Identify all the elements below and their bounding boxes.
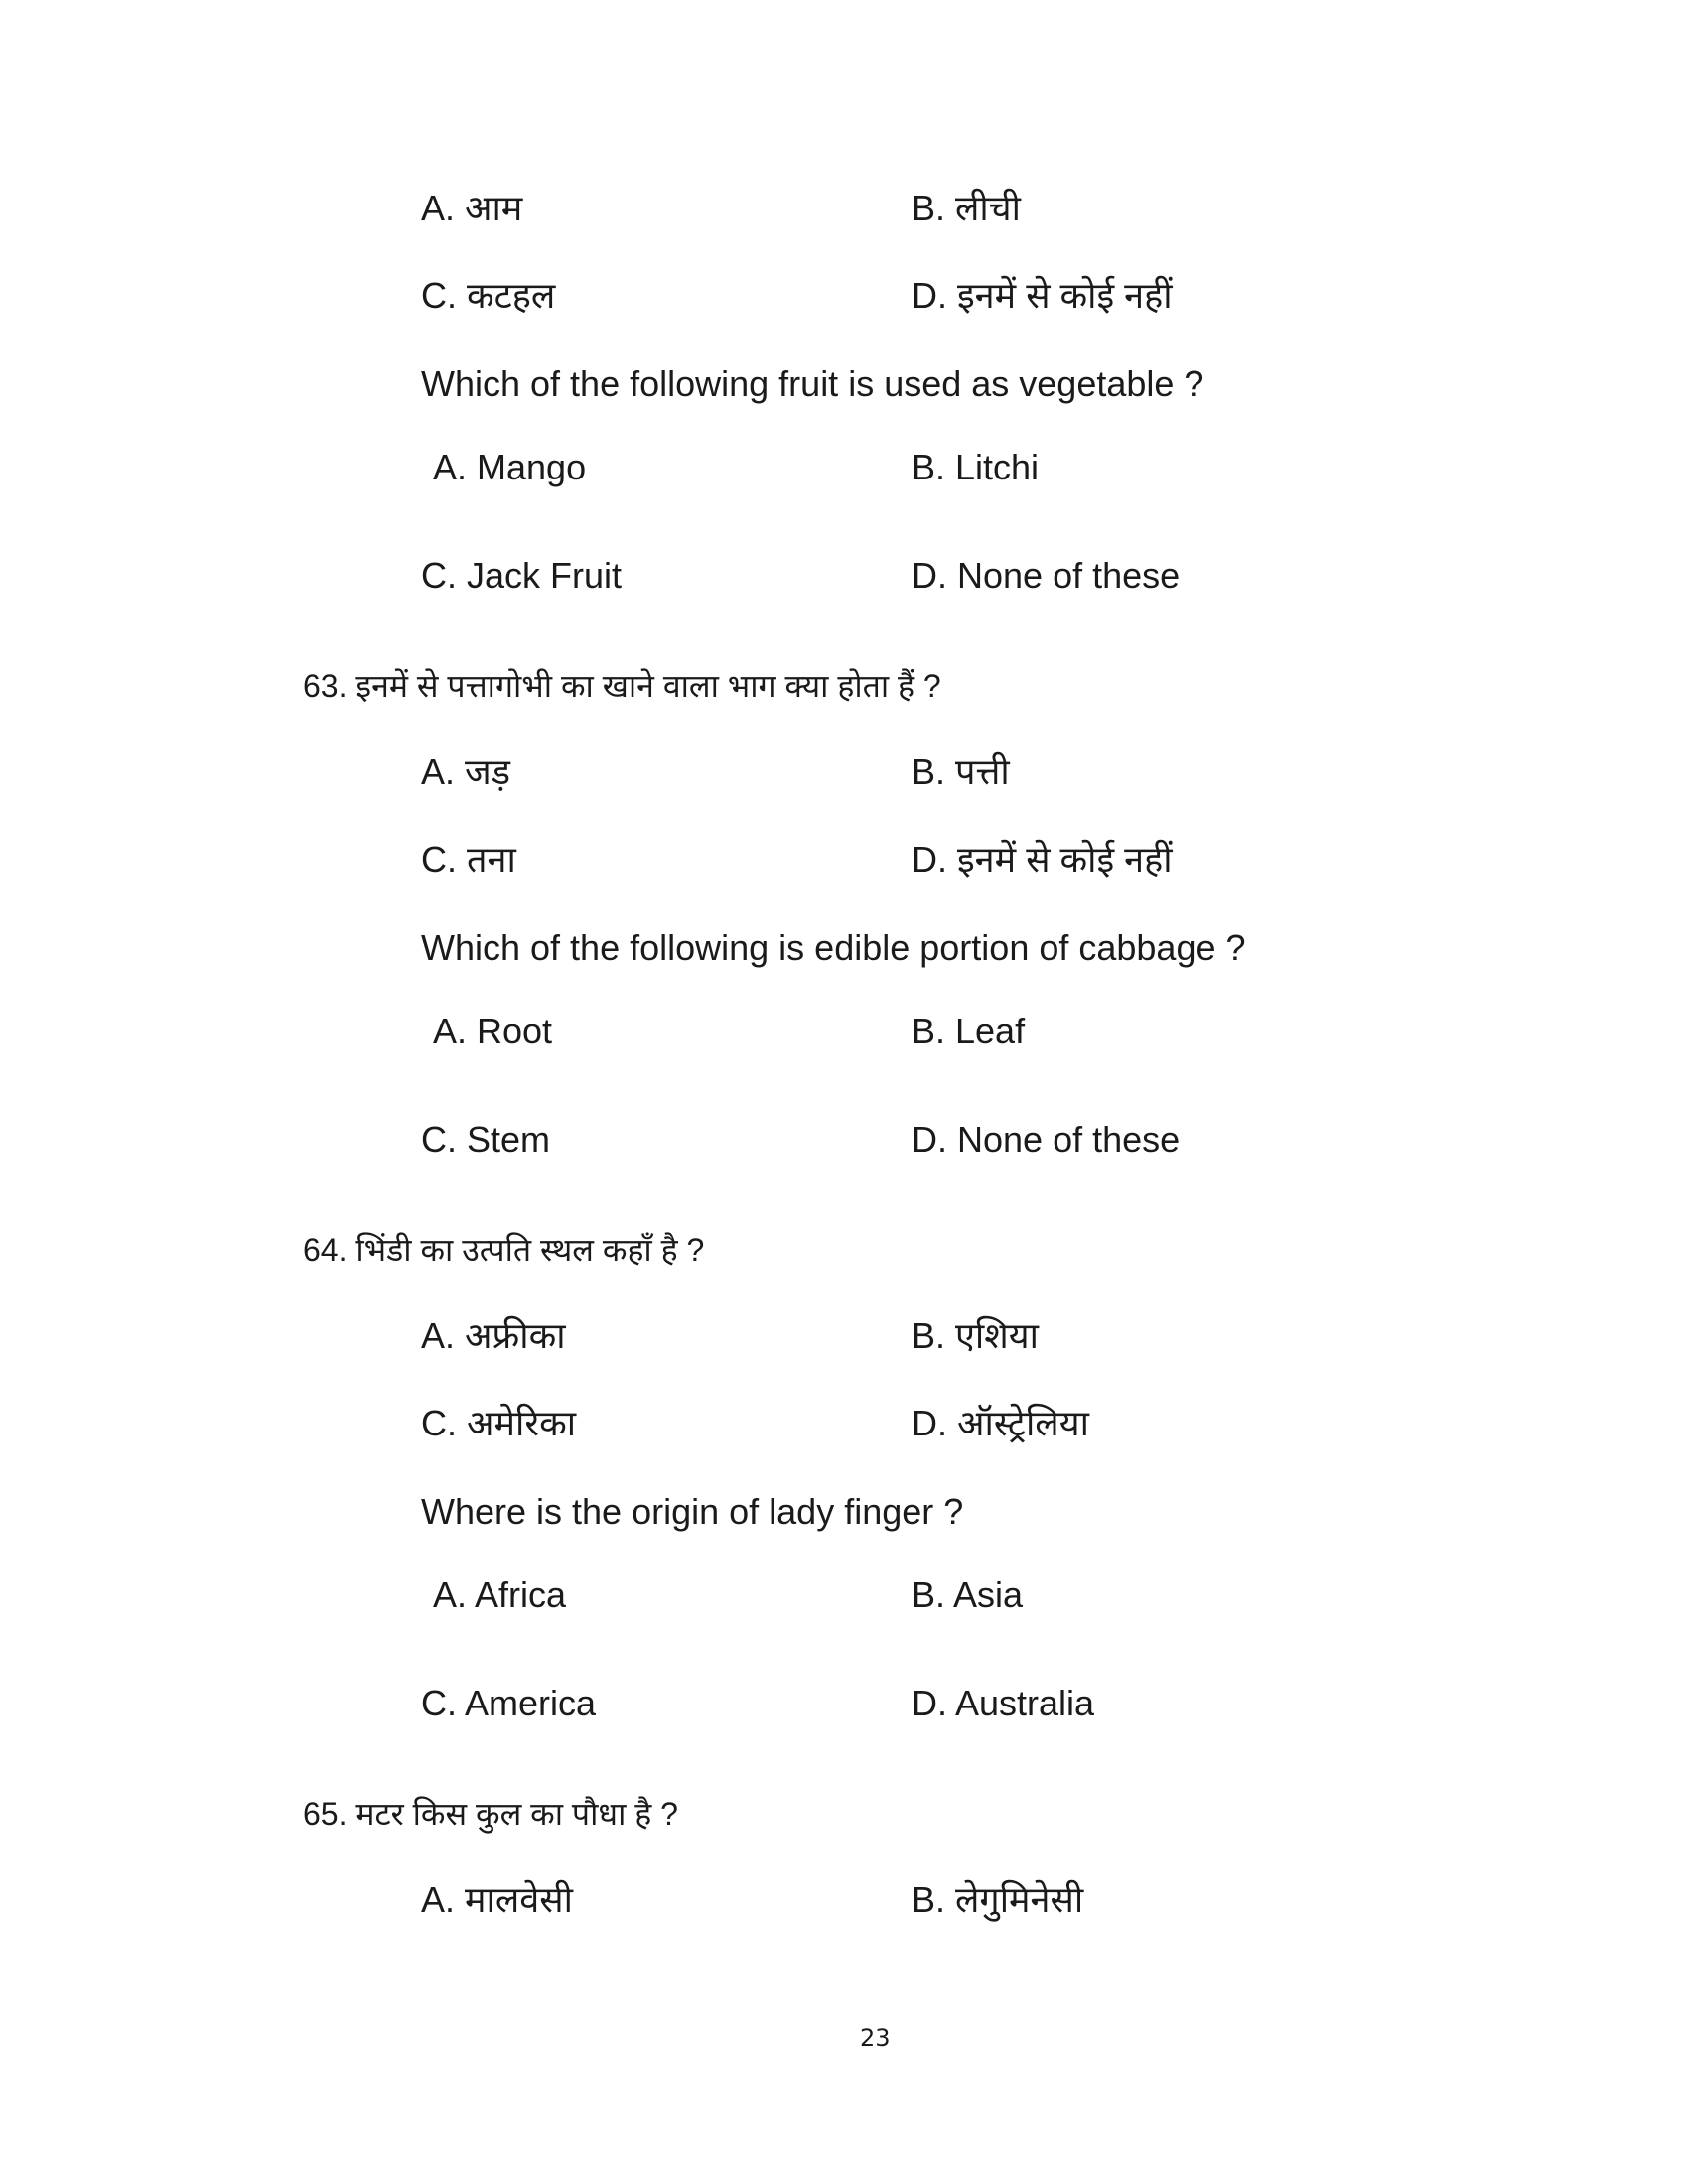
option-c-hindi: C. अमेरिका [421,1403,577,1443]
question-64-english: Where is the origin of lady finger ? [421,1491,964,1532]
page-number: 23 [860,2024,891,2052]
question-63-english: Which of the following is edible portion of cabbage ? [421,927,1246,968]
option-a-english: A. Root [433,1011,553,1051]
question-63-hindi: 63. इनमें से पत्तागोभी का खाने वाला भाग क्या होता हैं ? [303,668,941,704]
option-b-english: B. Asia [912,1574,1024,1615]
option-a-english: A. Mango [433,447,587,487]
option-a-english: A. Africa [433,1574,567,1615]
option-b-hindi: B. पत्ती [912,751,1010,792]
option-d-hindi: D. इनमें से कोई नहीं [912,275,1173,316]
option-a-hindi: A. आम [421,188,523,228]
option-b-hindi: B. एशिया [912,1315,1039,1356]
option-d-english: D. None of these [912,555,1181,596]
option-c-english: C. Jack Fruit [421,555,623,596]
option-c-english: C. America [421,1683,597,1723]
option-c-hindi: C. कटहल [421,275,556,316]
question-65-hindi: 65. मटर किस कुल का पौधा है ? [303,1796,678,1832]
option-a-hindi: A. जड़ [421,751,510,792]
option-d-english: D. None of these [912,1119,1181,1160]
option-b-english: B. Litchi [912,447,1040,487]
option-c-english: C. Stem [421,1119,551,1160]
option-b-english: B. Leaf [912,1011,1026,1051]
question-text-english: Which of the following fruit is used as vegetable ? [421,363,1204,404]
option-b-hindi: B. लेगुमिनेसी [912,1879,1084,1920]
option-c-hindi: C. तना [421,839,516,880]
option-b-hindi: B. लीची [912,188,1021,228]
option-a-hindi: A. अफ्रीका [421,1315,566,1356]
option-a-hindi: A. मालवेसी [421,1879,573,1920]
option-d-hindi: D. इनमें से कोई नहीं [912,839,1173,880]
question-64-hindi: 64. भिंडी का उत्पति स्थल कहाँ है ? [303,1232,705,1268]
option-d-hindi: D. ऑस्ट्रेलिया [912,1403,1089,1443]
option-d-english: D. Australia [912,1683,1095,1723]
